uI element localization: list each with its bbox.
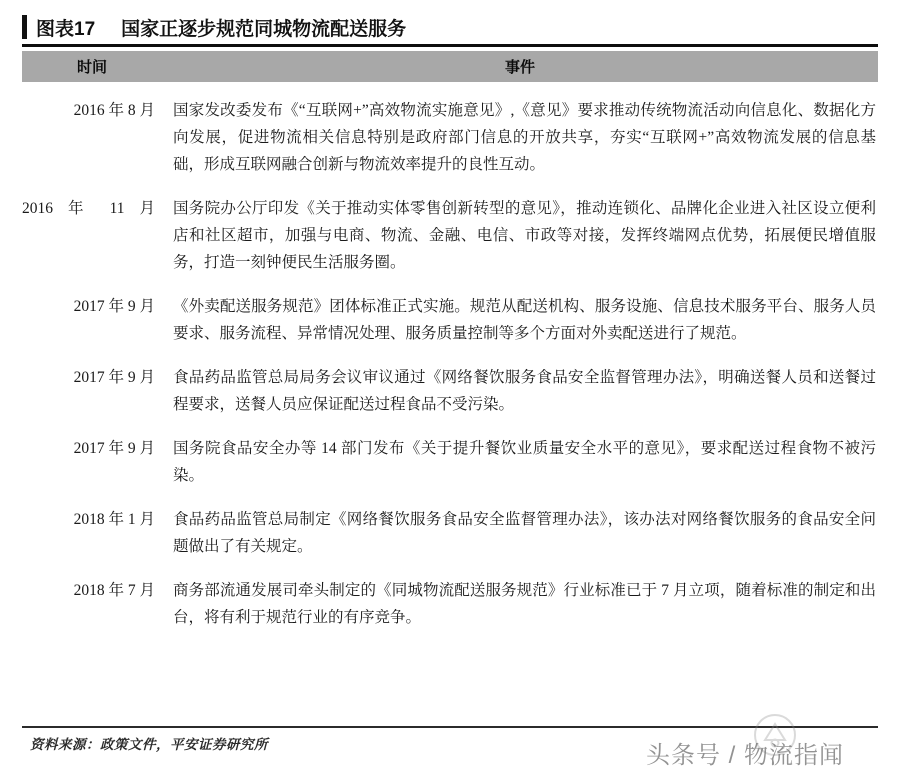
cell-event: 国家发改委发布《“互联网+”高效物流实施意见》,《意见》要求推动传统物流活动向信息化、数据化方向发展，促进物流相关信息特别是政府部门信息的开放共享，夯实“互联网+”高效物流发展的信息基础，形成互联网融合创新与物流效率提升的良性互动。: [173, 102, 876, 173]
source-note: 资料来源：政策文件，平安证券研究所: [30, 737, 268, 752]
cell-time: 2017 年 9 月: [73, 369, 155, 386]
table-row: [22, 497, 878, 568]
table-body: [22, 82, 878, 639]
table-row: [22, 284, 878, 355]
table-row: [22, 186, 878, 284]
table-row: [22, 568, 878, 639]
figure-title-row: [22, 13, 878, 41]
cell-time: 2016 年 11 月: [22, 200, 155, 217]
cell-event: 商务部流通发展司牵头制定的《同城物流配送服务规范》行业标准已于 7 月立项，随着标准的制定和出台，将有利于规范行业的有序竞争。: [173, 582, 876, 626]
cell-event: 国务院办公厅印发《关于推动实体零售创新转型的意见》，推动连锁化、品牌化企业进入社区设立便利店和社区超市，加强与电商、物流、金融、电信、市政等对接，发挥终端网点优势，拓展便民增值服务，打造一刻钟便民生活服务圈。: [173, 200, 876, 271]
cell-time: 2016 年 8 月: [73, 102, 155, 119]
cell-event: 食品药品监管总局局务会议审议通过《网络餐饮服务食品安全监督管理办法》，明确送餐人员和送餐过程要求，送餐人员应保证配送过程食品不受污染。: [173, 369, 876, 413]
table-row: [22, 88, 878, 186]
figure-label: 图表17: [36, 18, 96, 40]
cell-time: 2018 年 7 月: [73, 582, 155, 599]
page-title: 国家正逐步规范同城物流配送服务: [121, 18, 407, 40]
cell-time: 2017 年 9 月: [73, 298, 155, 315]
cell-time: 2017 年 9 月: [73, 440, 155, 457]
footer-divider: [22, 726, 878, 728]
table-row: [22, 426, 878, 497]
watermark-text: 头条号 / 物流指闻: [646, 742, 845, 769]
column-header-time: 时间: [76, 59, 107, 76]
cell-time: 2018 年 1 月: [73, 511, 155, 528]
column-header-event: 事件: [504, 59, 535, 76]
cell-event: 《外卖配送服务规范》团体标准正式实施。规范从配送机构、服务设施、信息技术服务平台、服务人员要求、服务流程、异常情况处理、服务质量控制等多个方面对外卖配送进行了规范。: [173, 298, 876, 342]
title-divider: [22, 44, 878, 47]
cell-event: 食品药品监管总局制定《网络餐饮服务食品安全监督管理办法》，该办法对网络餐饮服务的食品安全问题做出了有关规定。: [173, 511, 876, 555]
cell-event: 国务院食品安全办等 14 部门发布《关于提升餐饮业质量安全水平的意见》，要求配送过程食物不被污染。: [173, 440, 876, 484]
table-header-row: [22, 51, 878, 82]
policy-table: [22, 51, 878, 639]
table-row: [22, 355, 878, 426]
title-accent-bar: [22, 15, 27, 39]
